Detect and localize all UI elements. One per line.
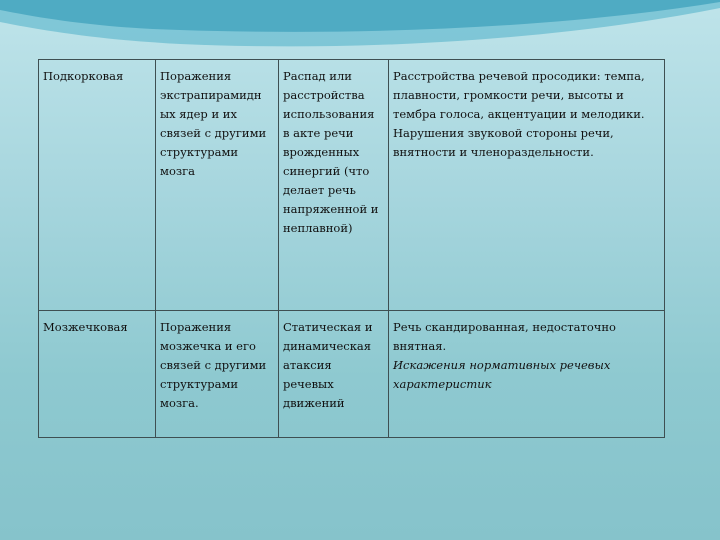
table-row <box>39 311 665 438</box>
cell-disorder: Распад или расстройства использования в акте речи врожденных синергий (что делает речь напряженной и неплавной) <box>279 60 389 311</box>
table-row <box>39 60 665 311</box>
cell-manifestations <box>389 311 665 438</box>
cell-disorder: Статическая и динамическая атаксия речевых движений <box>279 311 389 438</box>
manifestations-line: Речь скандированная, недостаточно внятная. <box>393 320 616 353</box>
cell-lesion: Поражения экстрапирамидн ых ядер и их связей с другими структурами мозга <box>156 60 279 311</box>
cell-lesion: Поражения мозжечка и его связей с другими структурами мозга. <box>156 311 279 438</box>
manifestations-line: Искажения нормативных речевых характеристик <box>393 358 611 391</box>
cell-type: Мозжечковая <box>39 311 156 438</box>
dysarthria-table <box>38 59 665 438</box>
cell-manifestations: Расстройства речевой просодики: темпа, плавности, громкости речи, высоты и тембра голоса, акцентуации и мелодики. Нарушения звуковой стороны речи, внятности и членораздельности. <box>389 60 665 311</box>
cell-type: Подкорковая <box>39 60 156 311</box>
